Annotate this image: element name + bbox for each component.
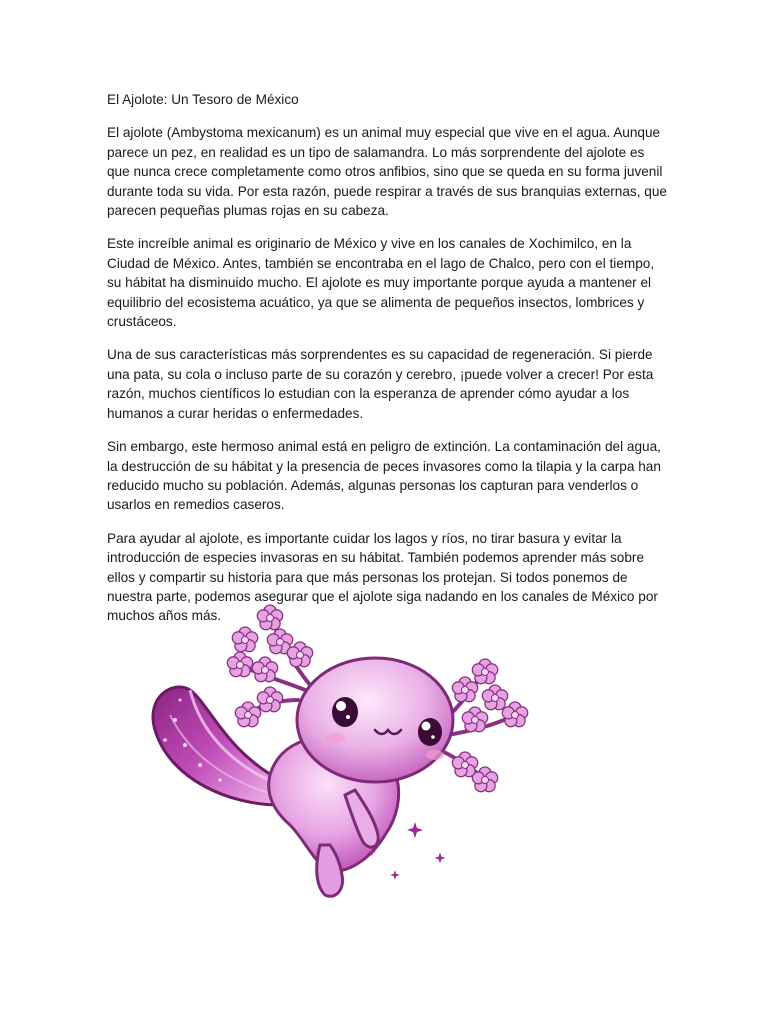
paragraph-1: El ajolote (Ambystoma mexicanum) es un animal muy especial que vive en el agua. Aunque parece un pez, en realidad es un tipo de salamandra. Lo más sorprendente del ajolote es que nunca crece completamente como otros anfibios, sino que se queda en su forma juvenil durante toda su vida. Por esta razón, puede respirar a través de sus branquias externas, que parecen pequeñas plumas rojas en su cabeza.	[107, 125, 667, 219]
paragraph-3: Una de sus características más sorprendentes es su capacidad de regeneración. Si pierde una pata, su cola o incluso parte de su corazón y cerebro, ¡puede volver a crecer! Por esta razón, muchos científicos lo estudian con la esperanza de aprender cómo ayudar a los humanos a curar heridas o enfermedades.	[107, 347, 654, 421]
document-title: El Ajolote: Un Tesoro de México	[107, 92, 299, 107]
paragraph-5: Para ayudar al ajolote, es importante cuidar los lagos y ríos, no tirar basura y evitar la introducción de especies invasoras en su hábitat. También podemos aprender más sobre ellos y compartir su historia para que más personas los protejan. Si todos ponemos de nuestra parte, podemos asegurar que el ajolote siga nadando en los canales de México por muchos años más.	[107, 530, 658, 624]
paragraph-2: Este increíble animal es originario de México y vive en los canales de Xochimilco, en la Ciudad de México. Antes, también se encontraba en el lago de Chalco, pero con el tiempo, su hábitat ha disminuido mucho. El ajolote es muy importante porque ayuda a mantener el equilibrio del ecosistema acuático, ya que se alimenta de pequeños insectos, lombrices y crustáceos.	[107, 236, 655, 330]
axolotl-illustration-icon	[130, 590, 550, 920]
document-text	[107, 90, 667, 640]
paragraph-4: Sin embargo, este hermoso animal está en peligro de extinción. La contaminación del agua, la destrucción de su hábitat y la presencia de peces invasores como la tilapia y la carpa han reducido mucho su población. Además, algunas personas los capturan para venderlos o usarlos en remedios caseros.	[107, 439, 661, 513]
